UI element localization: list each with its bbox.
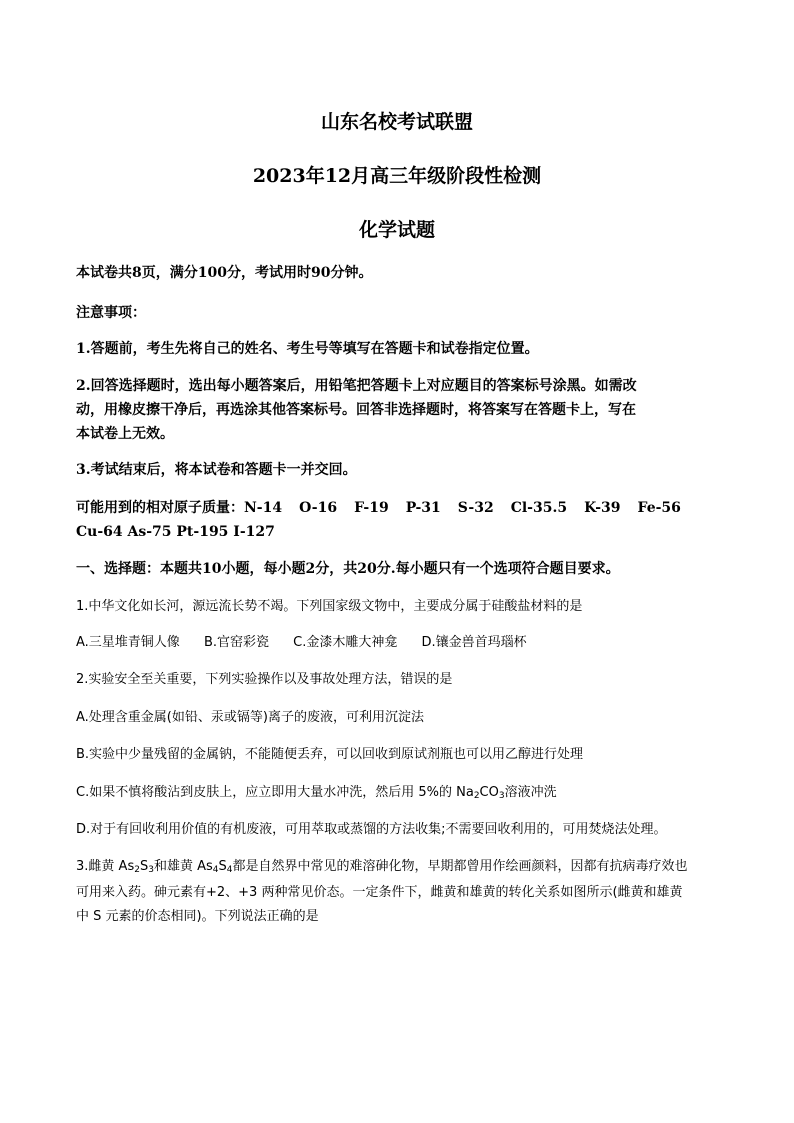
atomic-mass-item: K-39 [584,500,621,516]
atomic-mass-row-1 [76,498,681,518]
exam-intro: 本试卷共8页，满分100分，考试用时90分钟。 [76,265,373,281]
notes-item-1: 1.答题前，考生先将自己的姓名、考生号等填写在答题卡和试卷指定位置。 [76,341,539,357]
atomic-mass-item: N-14 [244,500,283,516]
atomic-mass-item: Cl-35.5 [510,500,568,516]
atomic-mass-item: O-16 [299,500,338,516]
as2s3-formula [119,859,154,874]
question-2-option-b: B.实验中少量残留的金属钠，不能随便丢弃，可以回收到原试剂瓶也可以用乙醇进行处理 [76,747,584,762]
exam-organizer-title: 山东名校考试联盟 [320,111,473,133]
q3-text: 和雄黄 [153,859,198,874]
atomic-mass-item: P-31 [405,500,441,516]
question-2-option-d: D.对于有回收利用价值的有机废液，可用萃取或蒸馏的方法收集;不需要回收利用的，可用焚烧法处理。 [76,822,667,837]
question-1-stem: 1.中华文化如长河，源远流长势不竭。下列国家级文物中，主要成分属于硅酸盐材料的是 [76,599,583,614]
as4s4-formula [197,859,232,874]
section-1-heading: 一、选择题：本题共10小题，每小题2分，共20分.每小题只有一个选项符合题目要求。 [76,561,620,577]
question-1-option-c: C.金漆木雕大神龛 [293,635,398,650]
atomic-mass-label: 可能用到的相对原子质量： [76,500,244,516]
question-2-stem: 2.实验安全至关重要，下列实验操作以及事故处理方法，错误的是 [76,672,453,687]
na2co3-formula [456,785,504,800]
question-1-option-a: A.三星堆青铜人像 [76,635,180,650]
option-c-text: C.如果不慎将酸沾到皮肤上，应立即用大量水冲洗，然后用 5%的 [76,785,457,800]
question-1-options [76,633,527,653]
formula-subscript: 3 [498,791,505,801]
question-2-option-a: A.处理含重金属(如铅、汞或镉等)离子的废液，可利用沉淀法 [76,710,424,725]
notes-item-2-line-1: 2.回答选择题时，选出每小题答案后，用铅笔把答题卡上对应题目的答案标号涂黑。如需改 [76,378,637,394]
formula-element: S [218,859,227,874]
question-3-line-2: 可用来入药。砷元素有+2、+3 两种常见价态。一定条件下，雌黄和雄黄的转化关系如图所示(雌黄和雄黄 [76,885,683,900]
formula-element: Na [456,785,474,800]
question-3-line-3: 中 S 元素的价态相同)。下列说法正确的是 [76,909,319,924]
formula-element: As [118,859,135,874]
notes-item-2-line-3: 本试卷上无效。 [76,426,174,442]
q3-text: 3.雌黄 [76,859,119,874]
question-1-option-d: D.镶金兽首玛瑙杯 [421,635,527,650]
formula-element: As [197,859,213,874]
formula-element: S [139,859,149,874]
atomic-mass-list [244,500,681,516]
formula-subscript: 4 [226,865,233,875]
notes-heading: 注意事项： [76,305,146,321]
atomic-mass-row-2: Cu-64 As-75 Pt-195 I-127 [76,524,275,540]
formula-subscript: 2 [473,791,480,801]
option-c-text-end: 溶液冲洗 [504,785,557,800]
formula-subscript: 3 [148,865,154,875]
formula-element: CO [479,785,499,800]
notes-item-3: 3.考试结束后，将本试卷和答题卡一并交回。 [76,462,357,478]
q3-text: 都是自然界中常见的难溶砷化物，早期都曾用作绘画颜料，因都有抗病毒疗效也 [232,859,688,874]
subject-title: 化学试题 [358,219,435,241]
atomic-mass-item: S-32 [457,500,494,516]
notes-item-2-line-2: 动，用橡皮擦干净后，再选涂其他答案标号。回答非选择题时，将答案写在答题卡上，写在 [76,402,636,418]
atomic-mass-item: Fe-56 [637,500,681,516]
question-2-option-c [76,783,557,803]
atomic-mass-item: F-19 [354,500,389,516]
question-3-line-1 [76,857,688,877]
formula-subscript: 2 [134,865,140,875]
question-1-option-b: B.官窑彩瓷 [203,635,270,650]
exam-session-title: 2023年12月高三年级阶段性检测 [252,165,542,187]
formula-subscript: 4 [212,865,219,875]
